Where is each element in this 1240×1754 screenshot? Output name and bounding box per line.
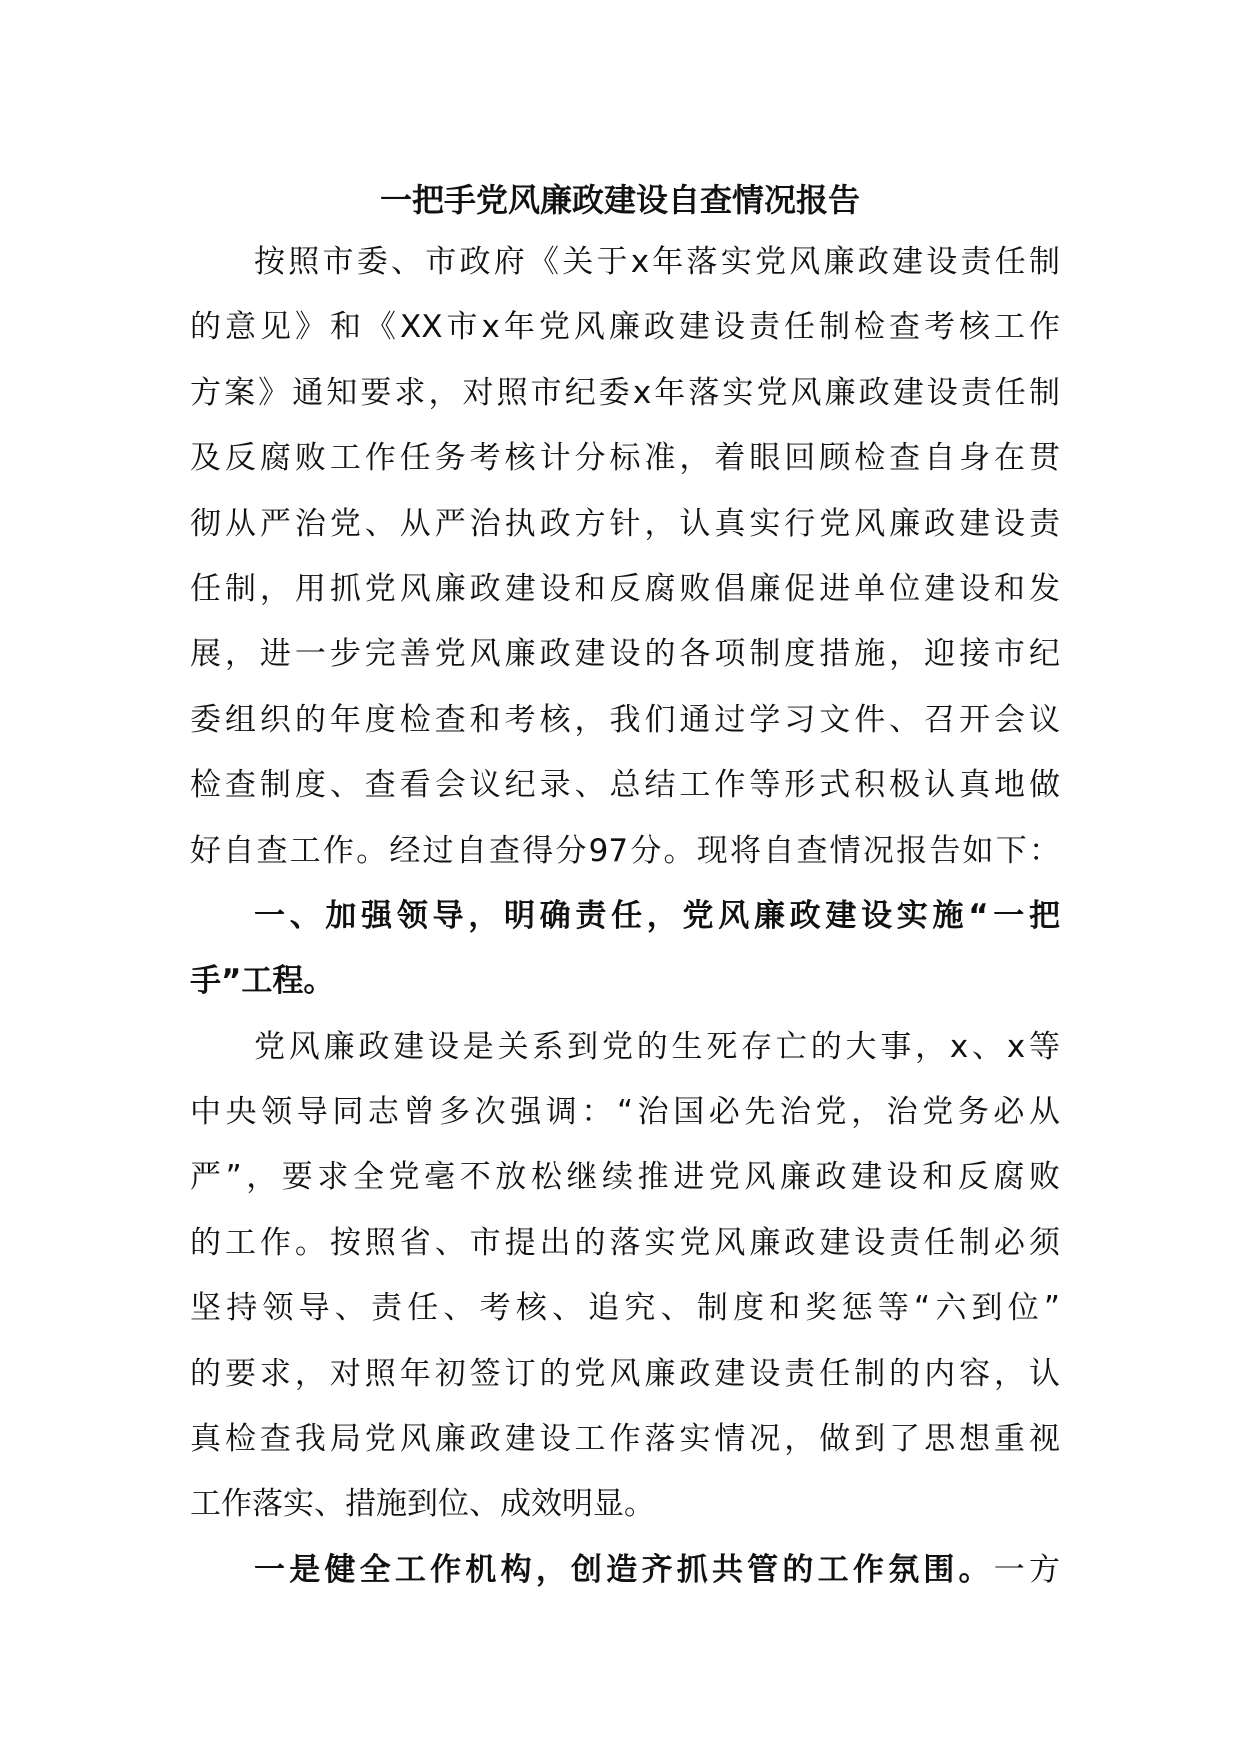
text-line: 真检查我局党风廉政建设工作落实情况，做到了思想重视 [190,1421,1060,1458]
text-line: 及反腐败工作任务考核计分标准，着眼回顾检查自身在贯 [190,440,1060,477]
section-heading-1 [190,884,1060,1015]
text-line: 的要求，对照年初签订的党风廉政建设责任制的内容，认 [190,1355,1060,1392]
text-line: 彻从严治党、从严治执政方针，认真实行党风廉政建设责 [190,505,1060,542]
paragraph-section-1 [190,1015,1060,1538]
heading-line: 一、加强领导，明确责任，党风廉政建设实施“一把 [254,897,1060,934]
document-body [190,230,1060,1603]
text-line: 中央领导同志曾多次强调：“治国必先治党，治党务必从 [190,1094,1060,1131]
document-title: 一把手党风廉政建设自查情况报告 [379,181,860,219]
text-line: 坚持领导、责任、考核、追究、制度和奖惩等“六到位” [190,1290,1060,1327]
text-continuation: 一方 [993,1551,1061,1588]
subheading-lead: 一是健全工作机构，创造齐抓共管的工作氛围。 [254,1551,994,1588]
text-line: 委组织的年度检查和考核，我们通过学习文件、召开会议 [190,701,1060,738]
text-line: 展，进一步完善党风廉政建设的各项制度措施，迎接市纪 [190,636,1060,673]
text-line: 党风廉政建设是关系到党的生死存亡的大事，x、x等 [254,1028,1060,1065]
text-line: 检查制度、查看会议纪录、总结工作等形式积极认真地做 [190,767,1060,804]
text-line: 工作落实、措施到位、成效明显。 [190,1486,655,1523]
text-line: 的意见》和《XX市x年党风廉政建设责任制检查考核工作 [190,309,1060,346]
text-line: 的工作。按照省、市提出的落实党风廉政建设责任制必须 [190,1224,1060,1261]
paragraph-subsection-1 [190,1538,1060,1603]
text-line: 按照市委、市政府《关于x年落实党风廉政建设责任制 [254,244,1060,280]
text-line: 严”，要求全党毫不放松继续推进党风廉政建设和反腐败 [190,1159,1060,1196]
paragraph-intro [190,230,1060,884]
heading-line: 手”工程。 [190,963,335,1000]
text-line: 任制，用抓党风廉政建设和反腐败倡廉促进单位建设和发 [190,570,1060,607]
text-line: 好自查工作。经过自查得分97分。现将自查情况报告如下： [190,832,1060,869]
text-line: 方案》通知要求，对照市纪委x年落实党风廉政建设责任制 [190,374,1060,411]
